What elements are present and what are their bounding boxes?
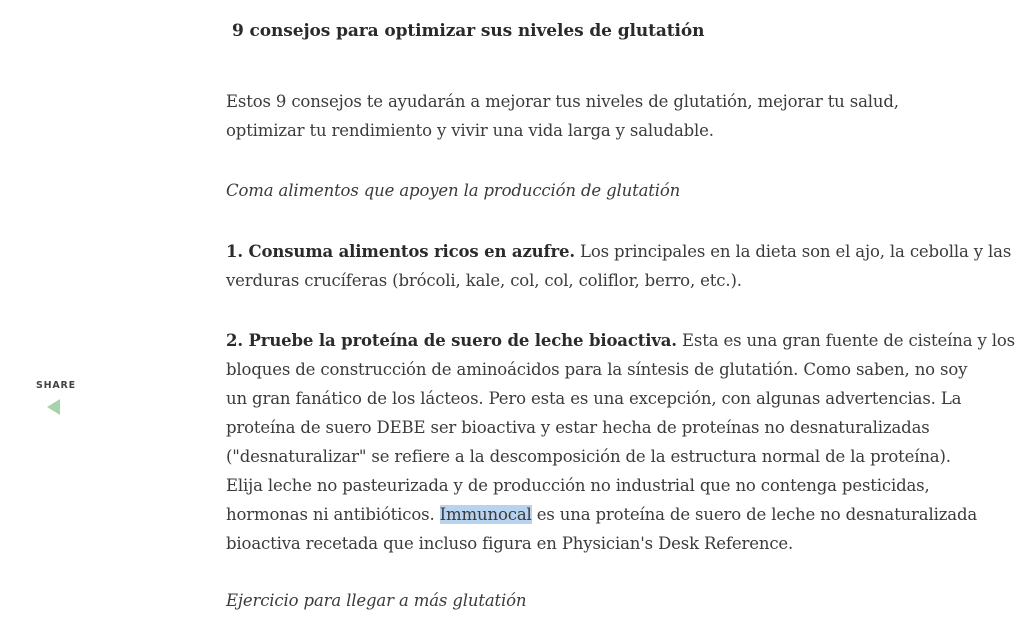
intro-line-1: Estos 9 consejos te ayudarán a mejorar tus niveles de glutatión, mejorar tu salud, (226, 92, 899, 111)
tip-2-line-1-rest: Esta es una gran fuente de cisteína y los (676, 331, 1015, 350)
tip-1-line-1-rest: Los principales en la dieta son el ajo, la cebolla y las (574, 242, 1012, 261)
tip-2-line-7 (226, 500, 978, 529)
tip-2-line-6: Elija leche no pasteurizada y de producción no industrial que no contenga pesticidas, (226, 476, 930, 495)
section-heading-exercise-text: Ejercicio para llegar a más glutatión (226, 591, 527, 610)
tip-1-line-1 (226, 237, 1012, 266)
tip-2-paragraph (226, 326, 1015, 558)
section-heading-food (226, 176, 966, 205)
share-arrow-left-icon[interactable] (47, 399, 60, 415)
article-title: 9 consejos para optimizar sus niveles de glutatión (232, 21, 705, 41)
section-heading-food-text: Coma alimentos que apoyen la producción de glutatión (226, 181, 681, 200)
tip-2-line-2: bloques de construcción de aminoácidos para la síntesis de glutatión. Como saben, no soy (226, 360, 968, 379)
highlighted-selection[interactable]: Immunocal (439, 505, 532, 524)
tip-2-line-4: proteína de suero DEBE ser bioactiva y estar hecha de proteínas no desnaturalizadas (226, 418, 930, 437)
tip-2-line-7-post: es una proteína de suero de leche no desnaturalizada (531, 505, 978, 524)
tip-1-paragraph (226, 237, 1012, 295)
share-label[interactable]: SHARE (36, 380, 76, 391)
share-widget[interactable] (36, 380, 76, 415)
tip-1-bold-lead: 1. Consuma alimentos ricos en azufre. (226, 242, 575, 261)
intro-line-2: optimizar tu rendimiento y vivir una vida larga y saludable. (226, 121, 714, 140)
tip-2-line-3: un gran fanático de los lácteos. Pero esta es una excepción, con algunas advertencias. La (226, 389, 962, 408)
section-heading-exercise (226, 586, 966, 615)
tip-2-line-8: bioactiva recetada que incluso figura en Physician's Desk Reference. (226, 534, 794, 553)
tip-2-line-5: ("desnaturalizar" se refiere a la descomposición de la estructura normal de la proteína). (226, 447, 951, 466)
tip-2-line-7-pre: hormonas ni antibióticos. (226, 505, 440, 524)
tip-2-bold-lead: 2. Pruebe la proteína de suero de leche bioactiva. (226, 331, 677, 350)
tip-1-line-2: verduras crucíferas (brócoli, kale, col, col, coliflor, berro, etc.). (226, 271, 742, 290)
intro-paragraph (226, 87, 966, 145)
tip-2-line-1 (226, 326, 1015, 355)
